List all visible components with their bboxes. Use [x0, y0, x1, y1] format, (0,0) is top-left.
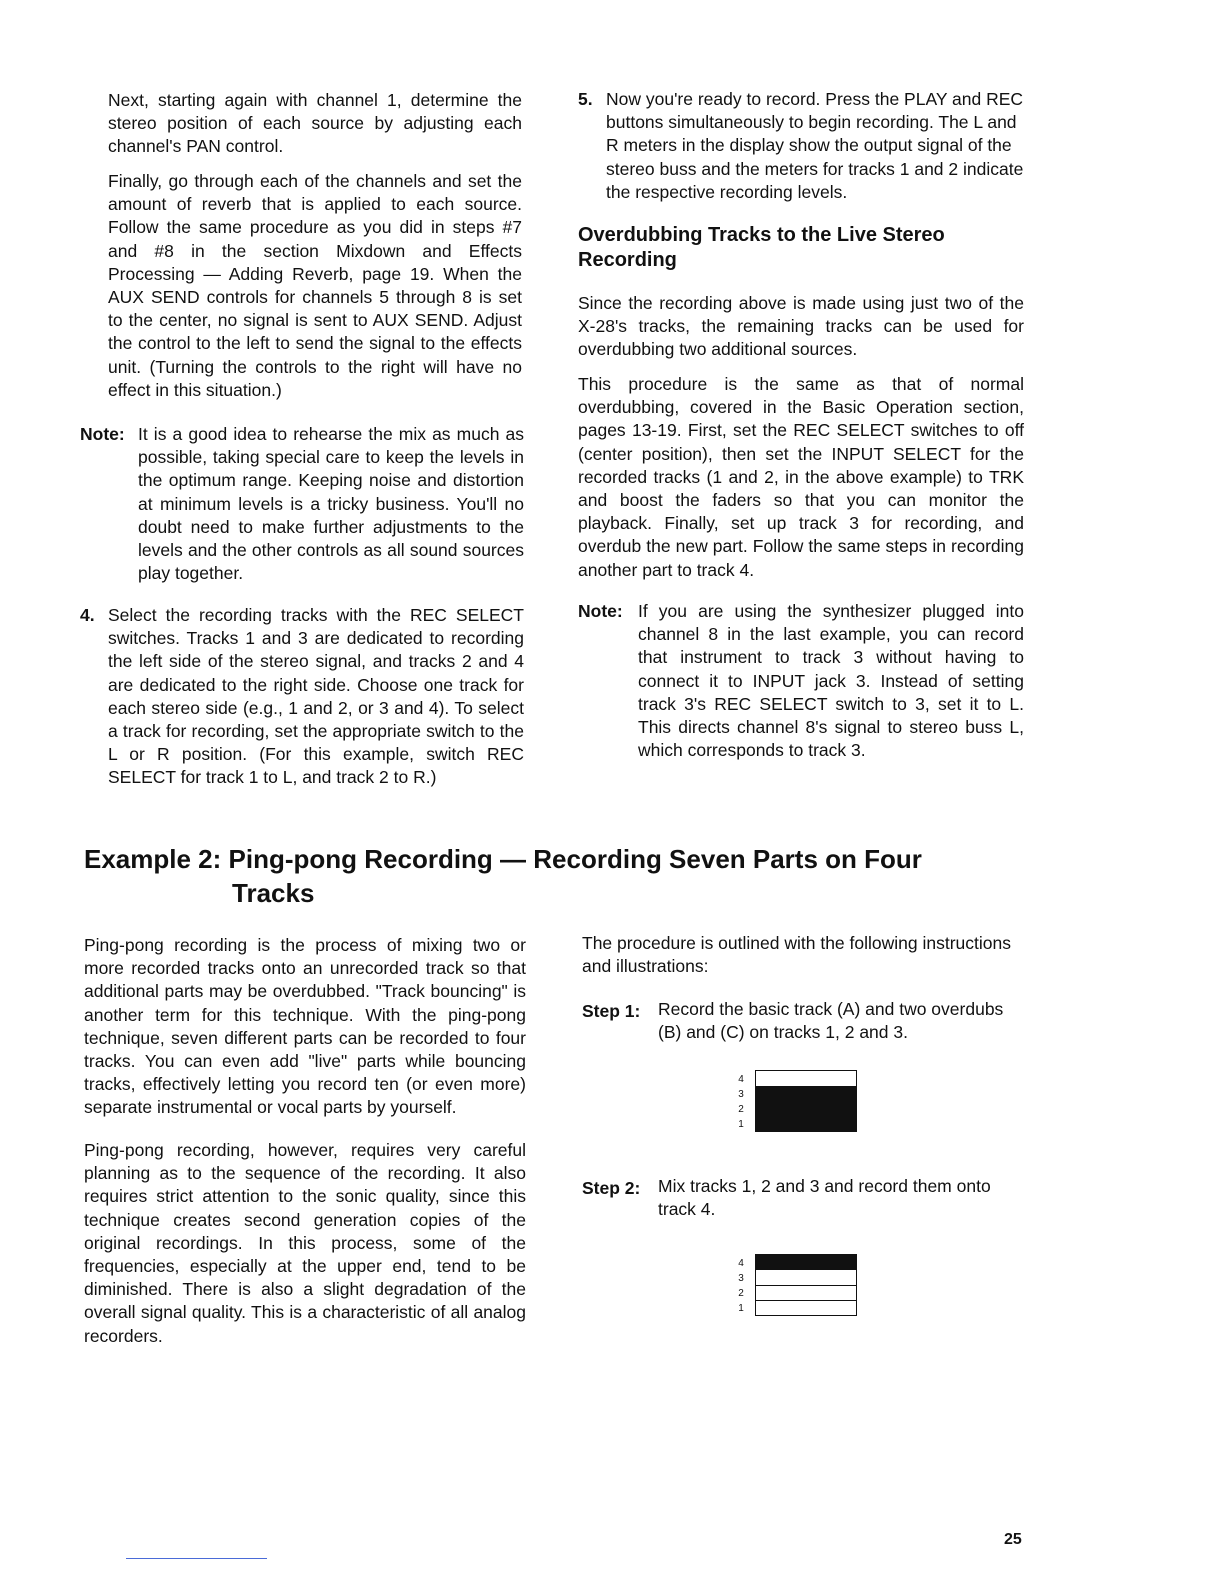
track-number-label: 1 — [738, 1119, 744, 1130]
procedure-intro: The procedure is outlined with the following instructions and illustrations: — [582, 933, 1011, 977]
empty-track-bar — [756, 1071, 856, 1086]
recorded-track-bar — [756, 1101, 856, 1116]
recorded-track-bar — [756, 1086, 856, 1101]
left-para-pan: Next, starting again with channel 1, determine the stereo position of each source by adjusting each channel's PAN control. — [108, 90, 522, 157]
note-label-right: Note: — [578, 601, 623, 621]
note-text-right: If you are using the synthesizer plugged into channel 8 in the last example, you can record that instrument to track 3 without having to connect it to INPUT jack 3. Instead of setting track 3's REC SELECT switch to 3, set it to L. This directs channel 8's signal to stereo buss L, which corresponds to track 3. — [638, 601, 1024, 761]
pingpong-para2: Ping-pong recording, however, requires very careful planning as to the sequence of the recording. It also requires strict attention to the sonic quality, since this technique creates second generation copies of the original recordings. In this process, some of the frequencies, especially at the upper end, tend to be diminished. There is also a slight degradation of the overall signal quality. This is a characteristic of all analog recorders. — [84, 1140, 526, 1346]
section-title-line1: Example 2: Ping-pong Recording — Recording Seven Parts on Four — [84, 844, 922, 874]
track-number-label: 4 — [738, 1258, 744, 1269]
step2-label: Step 2: — [582, 1178, 641, 1198]
note-label-left: Note: — [80, 424, 125, 444]
empty-track-bar — [756, 1285, 856, 1300]
page-number: 25 — [1004, 1531, 1022, 1548]
empty-track-bar — [756, 1270, 856, 1285]
step5-number: 5. — [578, 89, 593, 109]
step4-number: 4. — [80, 605, 95, 625]
step4-text: Select the recording tracks with the REC SELECT switches. Tracks 1 and 3 are dedicated to recording the left side of the stereo signal, and tracks 2 and 4 are dedicated to the right side. Choose one track for each stereo side (e.g., 1 and 2, or 3 and 4). To select a track for recording, set the appropriate switch to the L or R position. (For this example, switch REC SELECT for track 1 to L, and track 2 to R.) — [108, 605, 524, 788]
track-number-label: 1 — [738, 1303, 744, 1314]
track-number-label: 3 — [738, 1089, 744, 1100]
step2-text: Mix tracks 1, 2 and 3 and record them onto track 4. — [658, 1176, 991, 1220]
empty-track-bar — [756, 1300, 856, 1315]
section-title-line2: Tracks — [232, 878, 315, 908]
recorded-track-bar — [756, 1255, 856, 1270]
track-number-label: 4 — [738, 1074, 744, 1085]
track-number-label: 3 — [738, 1273, 744, 1284]
track-number-label: 2 — [738, 1104, 744, 1115]
step1-text: Record the basic track (A) and two overdubs (B) and (C) on tracks 1, 2 and 3. — [658, 999, 1004, 1043]
overdub-para1: Since the recording above is made using just two of the X-28's tracks, the remaining tracks can be used for overdubbing two additional sources. — [578, 293, 1024, 360]
pingpong-para1: Ping-pong recording is the process of mixing two or more recorded tracks onto an unrecorded track so that additional parts may be overdubbed. "Track bouncing" is another term for this technique. With the ping-pong technique, seven different parts can be recorded to four tracks. You can even add "live" parts while bouncing tracks, effectively letting you record ten (or even more) separate instrumental or vocal parts by yourself. — [84, 935, 526, 1118]
recorded-track-bar — [756, 1116, 856, 1131]
step1-track-diagram — [735, 1070, 865, 1134]
overdub-para2: This procedure is the same as that of normal overdubbing, covered in the Basic Operation section, pages 13-19. First, set the REC SELECT switches to off (center position), then set the INPUT SELECT for the recorded tracks (1 and 2, in the above example) to TRK and boost the faders so that you can monitor the playback. Finally, set up track 3 for recording, and overdub the new part. Follow the same steps in recording another part to track 4. — [578, 374, 1024, 580]
footer-rule — [126, 1558, 267, 1559]
step2-track-diagram — [735, 1254, 865, 1318]
overdub-subheading: Overdubbing Tracks to the Live Stereo Recording — [578, 224, 945, 271]
note-text-left: It is a good idea to rehearse the mix as much as possible, taking special care to keep the levels in the optimum range. Keeping noise and distortion at minimum levels is a tricky business. You'll no doubt need to make further adjustments to the levels and the other controls as all sound sources play together. — [138, 424, 524, 584]
left-para-reverb: Finally, go through each of the channels and set the amount of reverb that is applied to each source. Follow the same procedure as you did in steps #7 and #8 in the section Mixdown and Effects Processing — Adding Reverb, page 19. When the AUX SEND controls for channels 5 through 8 is set to the center, no signal is sent to AUX SEND. Adjust the control to the left to send the signal to the effects unit. (Turning the controls to the right will have no effect in this situation.) — [108, 171, 522, 400]
step5-text: Now you're ready to record. Press the PLAY and REC buttons simultaneously to begin recording. The L and R meters in the display show the output signal of the stereo buss and the meters for tracks 1 and 2 indicate the respective recording levels. — [606, 89, 1024, 202]
step1-label: Step 1: — [582, 1001, 641, 1021]
track-number-label: 2 — [738, 1288, 744, 1299]
